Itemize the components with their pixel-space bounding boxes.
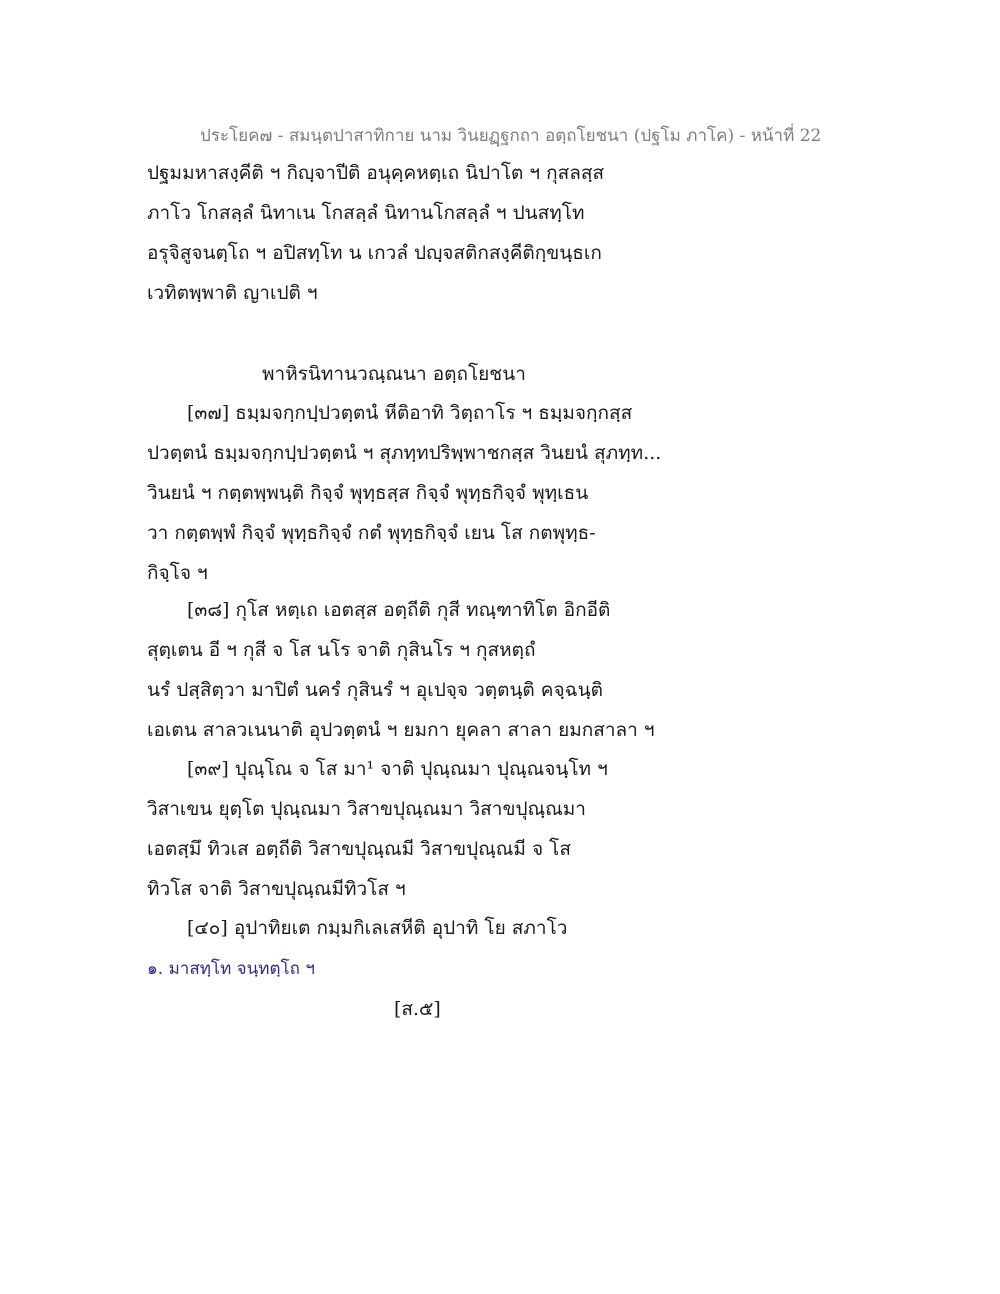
text-line: เวทิตพฺพาติ ญาเปติ ฯ [147,282,318,304]
text-line: [๓๗] ธมฺมจกฺกปฺปวตฺตนํ หีติอาทิ วิตฺถาโร ฯ ธมฺมจกฺกสฺส [187,402,633,424]
text-line: อรุจิสูจนตฺโถ ฯ อปิสทฺโท น เกวลํ ปญฺจสติกสงฺคีติกฺขนฺธเก [147,242,602,264]
text-line: [๓๘] กุโส หตฺเถ เอตสฺส อตฺถีติ กุสี ทณฺฑาทิโต อิกอีติ [187,599,611,621]
text-line: กิจฺโจ ฯ [147,562,208,584]
text-line: ปฐมมหาสงฺคีติ ฯ กิญฺจาปีติ อนุคฺคหตฺเถ นิปาโต ฯ กุสลสฺส [147,162,605,184]
page-mark: [ส.๕] [394,998,441,1020]
text-line: ภาโว โกสลฺลํ นิทาเน โกสลฺลํ นิทานโกสลฺลํ ฯ ปนสทฺโท [147,202,585,224]
running-header: ประโยค๗ - สมนฺตปาสาทิกาย นาม วินยฏฺฐกถา อตฺถโยชนา (ปฐโม ภาโค) - หน้าที่ 22 [200,126,822,146]
text-line: ทิวโส จาติ วิสาขปุณฺณมีทิวโส ฯ [147,878,406,900]
section-heading: พาหิรนิทานวณฺณนา อตฺถโยชนา [262,363,526,385]
text-line: เอเตน สาลวเนนาติ อุปวตฺตนํ ฯ ยมกา ยุคลา สาลา ยมกสาลา ฯ [147,719,655,741]
text-line: [๔๐] อุปาทิยเต กมฺมกิเลเสหีติ อุปาทิ โย สภาโว [187,917,568,939]
text-line: วินยนํ ฯ กตฺตพฺพนฺติ กิจฺจํ พุทฺธสฺส กิจฺจํ พุทฺธกิจฺจํ พุทฺเธน [147,482,589,504]
text-line: [๓๙] ปุณฺโณ จ โส มา¹ จาติ ปุณฺณมา ปุณฺณจนฺโท ฯ [187,758,608,780]
text-line: นรํ ปสฺสิตฺวา มาปิตํ นครํ กุสินรํ ฯ อุเปจฺจ วตฺตนฺติ คจฺฉนฺติ [147,679,603,701]
text-line: สุตฺเตน อี ฯ กุสี จ โส นโร จาติ กุสินโร ฯ กุสหตฺถํ [147,639,536,661]
footnote: ๑. มาสทฺโท จนฺทตฺโถ ฯ [147,959,315,979]
text-line: ปวตฺตนํ ธมฺมจกฺกปฺปวตฺตนํ ฯ สุภทฺทปริพฺพาชกสฺส วินยนํ สุภทฺท... [147,442,662,464]
text-line: เอตสฺมึ ทิวเส อตฺถีติ วิสาขปุณฺณมี วิสาขปุณฺณมี จ โส [147,838,571,860]
text-line: วิสาเขน ยุตฺโต ปุณฺณมา วิสาขปุณฺณมา วิสาขปุณฺณมา [147,798,586,820]
text-line: วา กตฺตพฺพํ กิจฺจํ พุทฺธกิจฺจํ กตํ พุทฺธกิจฺจํ เยน โส กตพุทฺธ- [147,522,596,544]
